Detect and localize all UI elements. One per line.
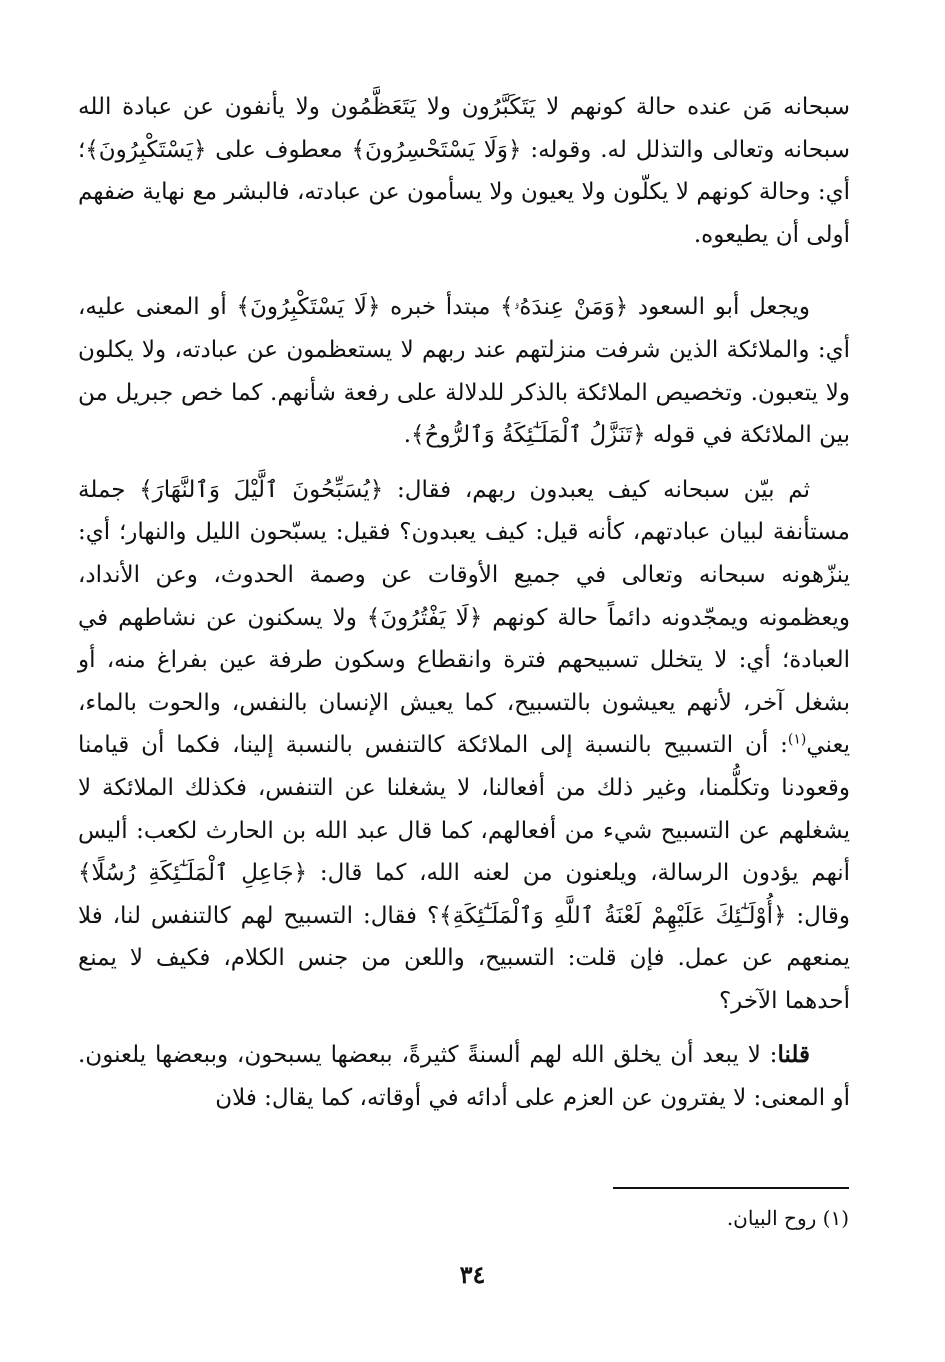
- paragraph-1-text: سبحانه مَن عنده حالة كونهم لا يَتَكَبَّرُون ولا يَتَعَظَّمُون ولا يأنفون عن عبادة الله سبحانه وتعالى والتذلل له. وقوله: ﴿وَلَا يَسْتَحْسِرُونَ﴾ معطوف على ﴿يَسْتَكْبِرُونَ﴾؛ أي: وحالة كونهم لا يكلّون ولا يعيون ولا يسأمون عن عبادته، فالبشر مع نهاية ضفهم أولى أن يطيعوه.: [78, 94, 850, 248]
- footnote-number: (١): [822, 1206, 849, 1230]
- paragraph-spacer: [78, 1022, 850, 1034]
- footnote: [89, 1203, 849, 1233]
- paragraph-3-continued-text: : أن التسبيح بالنسبة إلى الملائكة كالتنفس بالنسبة إلينا، فكما أن قيامنا وقعودنا وتكلُّمنا، وغير ذلك من أفعالنا، لا يشغلنا عن التنفس، فكذلك الملائكة لا يشغلهم عن التسبيح شيء من أفعالهم، كما قال عبد الله بن الحارث لكعب: أليس أنهم يؤدون الرسالة، ويلعنون من لعنه الله، كما قال: ﴿جَاعِلِ ٱلْمَلَـٰٓئِكَةِ رُسُلًا﴾ وقال: ﴿أُوْلَـٰٓئِكَ عَلَيْهِمْ لَعْنَةُ ٱللَّهِ وَٱلْمَلَـٰٓئِكَةِ﴾؟ فقال: التسبيح لهم كالتنفس لنا، فلا يمنعهم عن عمل. فإن قلت: التسبيح، واللعن من جنس الكلام، فكيف لا يمنع أحدهما الآخر؟: [78, 732, 851, 1014]
- paragraph-2-text: ويجعل أبو السعود ﴿وَمَنْ عِندَهُۥ﴾ مبتدأ خبره ﴿لَا يَسْتَكْبِرُونَ﴾ أو المعنى عليه، أي: والملائكة الذين شرفت منزلتهم عند ربهم لا يستعظمون عن عبادته، ولا يكلون ولا يتعبون. وتخصيص الملائكة بالذكر للدلالة على رفعة شأنهم. كما خص جبريل من بين الملائكة في قوله ﴿تَنَزَّلُ ٱلْمَلَـٰٓئِكَةُ وَٱلرُّوحُ﴾.: [78, 294, 850, 449]
- footnote-separator: [613, 1187, 849, 1189]
- paragraph-spacer: [78, 457, 850, 469]
- footnote-reference[interactable]: (١): [787, 731, 807, 748]
- paragraph-4-lead: قلنا: [777, 1041, 810, 1069]
- paragraph-3: [78, 469, 850, 1023]
- page-number: ٣٤: [459, 1260, 486, 1289]
- paragraph-1: [78, 86, 850, 256]
- paragraph-4-text: : لا يبعد أن يخلق الله لهم ألسنةً كثيرةً، ببعضها يسبحون، وببعضها يلعنون. أو المعنى: لا يفترون عن العزم على أدائه في أوقاته، كما يقال: فلان: [78, 1042, 850, 1112]
- paragraph-2: [78, 286, 850, 456]
- paragraph-spacer: [78, 256, 850, 286]
- paragraph-3-text: ثم بيّن سبحانه كيف يعبدون ربهم، فقال: ﴿يُسَبِّحُونَ ٱلَّيْلَ وَٱلنَّهَارَ﴾ جملة مستأنفة لبيان عبادتهم، كأنه قيل: كيف يعبدون؟ فقيل: يسبّحون الليل والنهار؛ أي: ينزّهونه سبحانه وتعالى في جميع الأوقات عن وصمة الحدوث، وعن الأنداد، ويعظمونه ويمجّدونه دائماً حالة كونهم ﴿لَا يَفْتُرُونَ﴾ ولا يسكنون عن نشاطهم في العبادة؛ أي: لا يتخلل تسبيحهم فترة وانقطاع وسكون طرفة عين بفراغ منه، أو بشغل آخر، لأنهم يعيشون بالتسبيح، كما يعيش الإنسان بالنفس، والحوت بالماء، يعني: [78, 476, 850, 759]
- paragraph-4: [78, 1034, 850, 1119]
- footnote-text: روح البيان.: [726, 1206, 817, 1230]
